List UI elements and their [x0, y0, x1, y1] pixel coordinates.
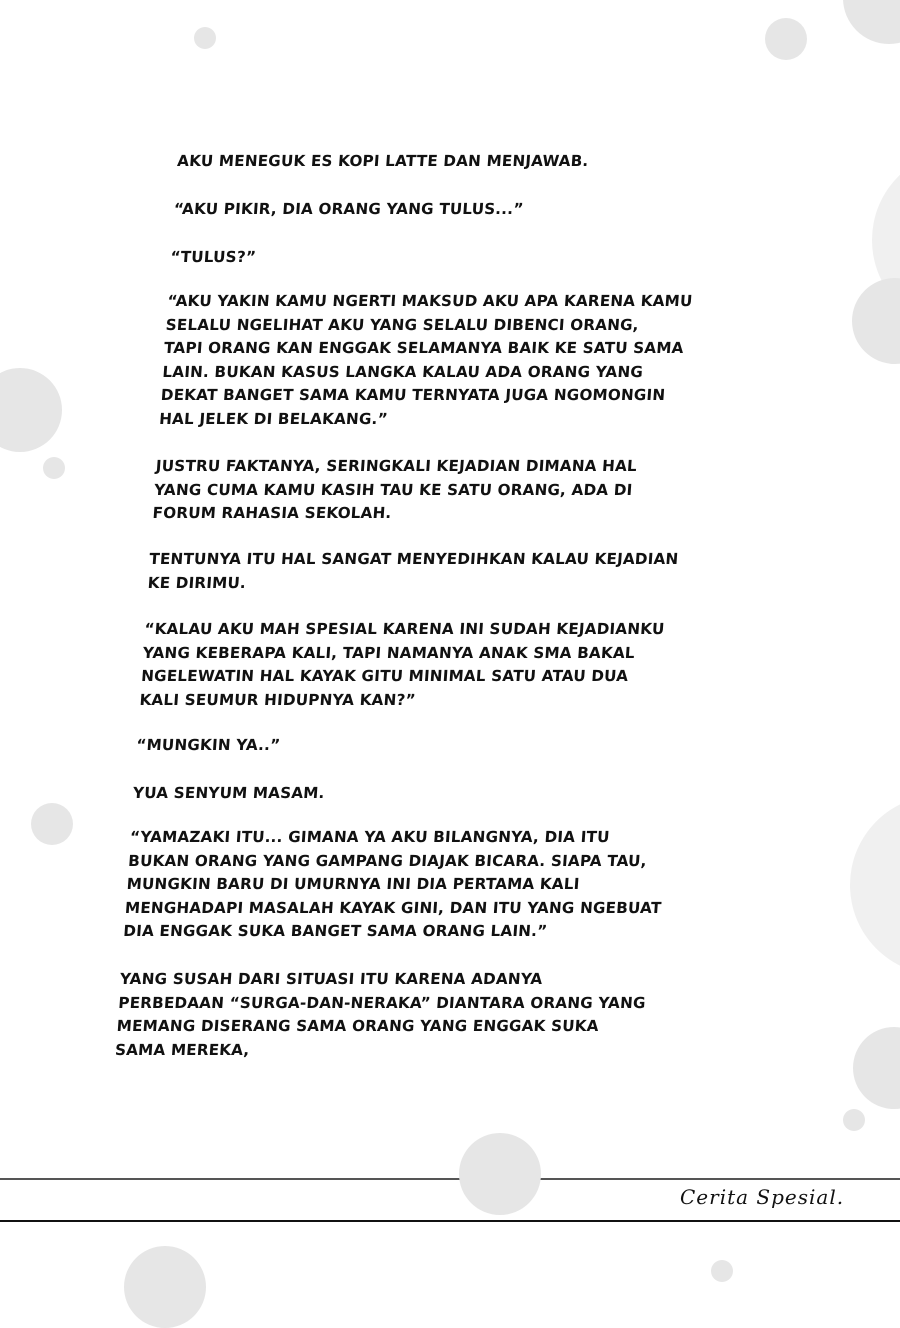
- paragraph: YANG SUSAH DARI SITUASI ITU KARENA ADANYA PERBEDAAN “SURGA-DAN-NERAKA” DIANTARA ORANG YANG MEMANG DISERANG SAMA ORANG YANG ENGGAK SUKA SAMA MEREKA,: [114, 970, 647, 1059]
- decor-circle: [843, 0, 900, 44]
- decor-circle: [843, 1109, 865, 1131]
- decor-circle: [43, 457, 65, 479]
- decor-circle: [194, 27, 216, 49]
- decor-circle: [850, 795, 900, 975]
- paragraph: YUA SENYUM MASAM.: [132, 784, 326, 802]
- paragraph: “TULUS?”: [169, 248, 257, 266]
- decor-circle: [31, 803, 73, 845]
- paragraph: AKU MENEGUK ES KOPI LATTE DAN MENJAWAB.: [176, 152, 590, 170]
- decor-circle: [711, 1260, 733, 1282]
- decor-circle: [459, 1133, 541, 1215]
- decor-circle: [124, 1246, 206, 1328]
- section-label: Cerita Spesial.: [680, 1185, 845, 1209]
- decor-circle: [852, 278, 900, 364]
- paragraph: “AKU YAKIN KAMU NGERTI MAKSUD AKU APA KARENA KAMU SELALU NGELIHAT AKU YANG SELALU DIBENCI ORANG, TAPI ORANG KAN ENGGAK SELAMANYA BAIK KE SATU SAMA LAIN. BUKAN KASUS LANGKA KALAU ADA ORANG YANG DEKAT BANGET SAMA KAMU TERNYATA JUGA NGOMONGIN HAL JELEK DI BELAKANG.”: [158, 292, 694, 428]
- footer-divider-bottom: [0, 1220, 900, 1222]
- paragraph: “KALAU AKU MAH SPESIAL KARENA INI SUDAH KEJADIANKU YANG KEBERAPA KALI, TAPI NAMANYA ANAK SMA BAKAL NGELEWATIN HAL KAYAK GITU MINIMAL SATU ATAU DUA KALI SEUMUR HIDUPNYA KAN?”: [138, 620, 666, 709]
- paragraph: TENTUNYA ITU HAL SANGAT MENYEDIHKAN KALAU KEJADIAN KE DIRIMU.: [147, 550, 680, 592]
- paragraph: “AKU PIKIR, DIA ORANG YANG TULUS...”: [173, 200, 525, 218]
- decor-circle: [0, 368, 62, 452]
- decor-circle: [765, 18, 807, 60]
- paragraph: JUSTRU FAKTANYA, SERINGKALI KEJADIAN DIMANA HAL YANG CUMA KAMU KASIH TAU KE SATU ORANG, ADA DI FORUM RAHASIA SEKOLAH.: [151, 457, 638, 522]
- paragraph: “MUNGKIN YA..”: [135, 736, 281, 754]
- footer-divider-top: [0, 1178, 900, 1180]
- paragraph: “YAMAZAKI ITU... GIMANA YA AKU BILANGNYA, DIA ITU BUKAN ORANG YANG GAMPANG DIAJAK BICARA. SIAPA TAU, MUNGKIN BARU DI UMURNYA INI DIA PERTAMA KALI MENGHADAPI MASALAH KAYAK GINI, DAN ITU YANG NGEBUAT DIA ENGGAK SUKA BANGET SAMA ORANG LAIN.”: [122, 828, 663, 940]
- decor-circle: [853, 1027, 900, 1109]
